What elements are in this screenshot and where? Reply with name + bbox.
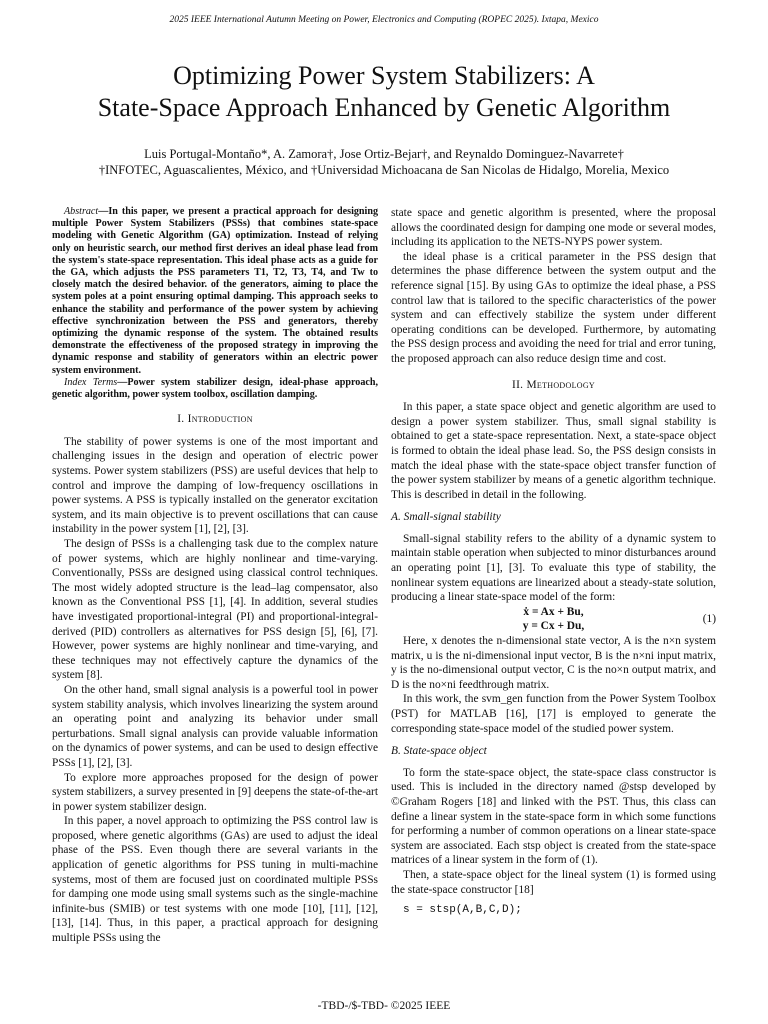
abstract-text: —In this paper, we present a practical approach for designing multiple Power System Stabilizers (PSSs) that combines state-space modeling with Genetic Algorithm (GA) optimization. Instead of relying only on heuristic search, our method first derives an ideal phase lead from the system's state-space representation. This ideal phase acts as a guide for the GA, which adjusts the PSS parameters T1, T2, T3, T4, and Tw to closely match the desired behavior. of the generators, aiming to place the system poles at a point ensuring optimal damping. This approach seeks to enhance the stability and performance of the power system by achieving effective synchronization between the PSS and generators, thereby optimizing the dynamic response of the system. The obtained results demonstrate the effectiveness of the proposed strategy in improving the dynamic response and stability of generators within an electric power system environment. — [52, 206, 378, 376]
equation-number: (1) — [702, 612, 716, 625]
intro-paragraph-5: In this paper, a novel approach to optimizing the PSS control law is proposed, where genetic algorithms (GAs) are used to adjust the ideal phase of the PSS. Even though there are several variants in the application of genetic algorithms for PSS tuning in multi-machine systems, most of them are focused just on coordinated multiple PSSs for damping one mode using small systems such as the single-machine infinite-bus (SMIB) or test systems with one mode [10], [11], [12], [13], [14]. Thus, in this paper, a practical approach for designing multiple PSSs using the — [52, 815, 378, 945]
title-line-1: Optimizing Power System Stabilizers: A — [173, 61, 595, 90]
subsection-heading-small-signal: A. Small-signal stability — [391, 511, 501, 524]
abstract — [52, 206, 378, 377]
page-footer: -TBD-/$-TBD- ©2025 IEEE — [317, 1000, 451, 1012]
code-snippet: s = stsp(A,B,C,D); — [403, 904, 522, 917]
small-signal-paragraph-3: In this work, the svm_gen function from the Power System Toolbox (PST) for MATLAB [16], [17] is employed to generate the corresponding state-space model of the studied power system. — [391, 693, 716, 735]
title-line-2: State-Space Approach Enhanced by Genetic Algorithm — [97, 93, 671, 122]
left-column — [52, 206, 378, 946]
intro-paragraph-2: The design of PSSs is a challenging task due to the complex nature of power systems, which are highly nonlinear and time-varying. Conventionally, PSSs are designed using classical control techniques. The most widely adopted structure is the lead–lag compensator, also known as the Conventional PSS [1], [4]. In addition, several studies have investigated proportional-integral (PI) and proportional-integral-derived (PID) controllers as alternatives for PSS design [5], [6], [7]. However, power systems are highly nonlinear and time-varying, and these techniques may not effectively capture the dynamics of the system [8]. — [52, 538, 378, 682]
intro-paragraph-1: The stability of power systems is one of the most important and challenging issues in the design and operation of electric power systems. Power system stabilizers (PSS) are useful devices that help to control and improve the damping of low-frequency oscillations in power systems. A PSS is typically installed on the generator excitation system, and its main objective is to prevent oscillations that can cause instability in the power system [1], [2], [3]. — [52, 435, 378, 536]
equation-line-2: y = Cx + Du, — [522, 620, 585, 633]
affiliations: †INFOTEC, Aguascalientes, México, and †Universidad Michoacana de San Nicolas de Hidalgo, Morelia, Mexico — [98, 163, 670, 177]
index-terms-text: —Power system stabilizer design, ideal-phase approach, genetic algorithm, power system toolbox, oscillation damping. — [52, 376, 378, 401]
state-space-equation — [391, 605, 716, 634]
small-signal-paragraph-2: Here, x denotes the n-dimensional state vector, A is the n×n system matrix, u is the ni-dimensional input vector, B is the n×ni input matrix, y is the no-dimensional output vector, C is the no×n output matrix, and D is the no×ni feedthrough matrix. — [391, 635, 716, 691]
ideal-phase-paragraph: the ideal phase is a critical parameter in the PSS design that determines the phase difference between the system output and the reference signal [15]. By using GAs to optimize the ideal phase, a PSS control law that is tailored to the specific characteristics of the power system and can effectively stabilize the system under different operating conditions can be developed. Furthermore, by automating the PSS design process and avoiding the need for trial and error tuning, the proposed approach can also reduce design time and cost. — [391, 250, 716, 365]
index-terms-label: Index Terms — [64, 376, 118, 388]
section-heading-introduction: I. Introduction — [177, 413, 253, 426]
section-heading-methodology: II. Methodology — [511, 378, 595, 391]
intro-paragraph-3: On the other hand, small signal analysis is a powerful tool in power system stability analysis, which involves linearizing the system around an operating point and analyzing its behavior under small perturbations. Small signal analysis can provide valuable information on the dynamics of power systems, and can be used to design effective PSSs [1], [2], [3]. — [52, 683, 378, 769]
right-column — [391, 206, 716, 918]
state-space-object-paragraph-2: Then, a state-space object for the lineal system (1) is formed using the state-space constructor [18] — [391, 868, 716, 896]
author-list: Luis Portugal-Montaño*, A. Zamora†, Jose Ortiz-Bejar†, and Reynaldo Dominguez-Navarrete† — [144, 147, 624, 161]
intro-paragraph-4: To explore more approaches proposed for the design of power system stabilizers, a survey presented in [9] deepens the state-of-the-art in power system stabilizer design. — [52, 771, 378, 813]
equation-line-1: ẋ = Ax + Bu, — [523, 605, 584, 618]
index-terms — [52, 377, 378, 401]
conference-header: 2025 IEEE International Autumn Meeting on Power, Electronics and Computing (ROPEC 2025). Ixtapa, Mexico — [169, 15, 599, 25]
paper-title — [40, 60, 728, 124]
abstract-label: Abstract — [64, 206, 99, 217]
method-paragraph-1: In this paper, a state space object and genetic algorithm are used to design a power system stabilizer. Thus, small signal stability is obtained to get a state-space representation. Next, a state-space object is formed to obtain the ideal phase lead. So, the PSS design consists in match the ideal phase with the state-space object transfer function of the power system stabilizer by means of a genetic algorithm technique. This is described in detail in the following. — [391, 401, 716, 501]
continued-paragraph: state space and genetic algorithm is presented, where the proposal allows the coordinated design for damping one mode or several modes, including its application to the NETS-NYPS power system. — [391, 207, 716, 249]
state-space-object-paragraph-1: To form the state-space object, the state-space class constructor is used. This is included in the directory named @stsp developed by ©Graham Rogers [18] and linked with the PST. Thus, this class can define a linear system in the state-space form in which some functions for performing a number of common operations on a linear state-space system are associated. Each stsp object is created from the state-space matrices of a linear system in the form of (1). — [391, 766, 716, 867]
subsection-heading-state-space-object: B. State-space object — [391, 745, 487, 758]
author-block — [30, 146, 738, 178]
small-signal-paragraph-1: Small-signal stability refers to the ability of a dynamic system to maintain stable operation when subjected to minor disturbances around an operating point [1], [3]. To evaluate this type of stability, the nonlinear system equations are linearized about a steady-state solution, producing a linear state-space model of the form: — [391, 532, 716, 604]
